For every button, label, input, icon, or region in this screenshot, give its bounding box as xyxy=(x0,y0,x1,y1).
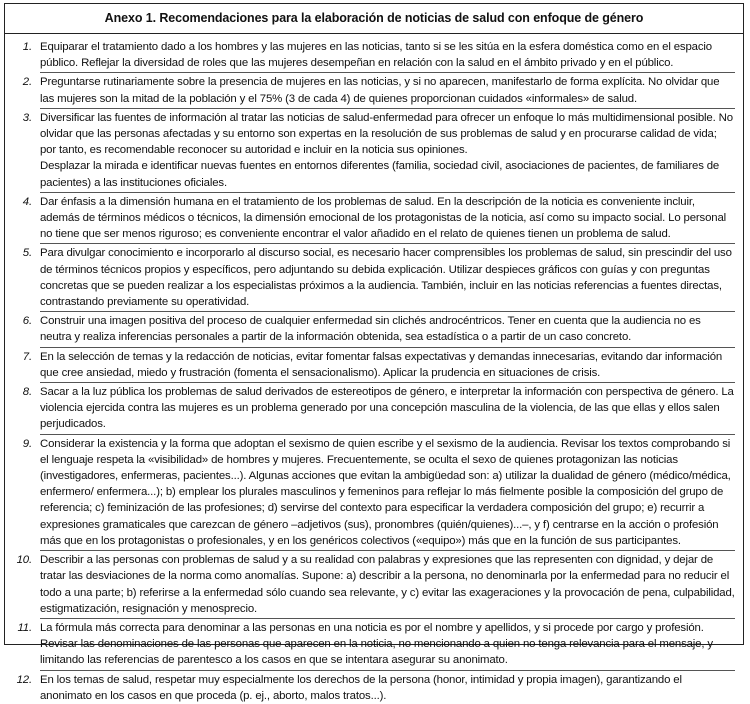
item-text: Para divulgar conocimiento e incorporarlo al discurso social, es necesario hacer comprensibles los problemas de salud, sin prescindir del uso de términos técnicos propios y específicos, pero adjuntando su debida explicación. Utilizar despieces gráficos con guías y con preguntas concretas que se pueden realizar a los especialistas próximos a la audiencia. También, incluir en las noticias referencias a fuentes directas, contrastando previamente su operatividad. xyxy=(40,247,732,309)
list-item xyxy=(13,313,735,345)
divider xyxy=(40,108,735,109)
list-item xyxy=(13,620,735,669)
divider xyxy=(40,550,735,551)
item-number: 5. xyxy=(22,247,32,260)
item-number: 3. xyxy=(22,111,32,124)
divider xyxy=(40,618,735,619)
divider xyxy=(40,311,735,312)
item-number: 4. xyxy=(22,195,32,208)
recommendation-list xyxy=(5,34,743,704)
divider xyxy=(40,192,735,193)
list-item xyxy=(13,349,735,381)
item-text: Diversificar las fuentes de información al tratar las noticias de salud-enfermedad para ofrecer un enfoque lo más multidimensional posible. No olvidar que las personas afectadas y su entorno son expertas en la resolución de sus problemas de salud y en procurarse calidad de vida; por tanto, es recomendable reconocer su autoridad e incluir en la noticia sus opiniones. xyxy=(40,111,733,157)
item-text: La fórmula más correcta para denominar a las personas en una noticia es por el nombre y apellidos, y si procede por cargo y profesión. Revisar las denominaciones de las personas que aparecen en la noticia, no mencionando a quien no tenga relevancia para el mensaje, y limitando las referencias de parentesco a los casos en que se intentara asegurar su anonimato. xyxy=(40,621,713,667)
list-item xyxy=(13,194,735,243)
item-text: Dar énfasis a la dimensión humana en el tratamiento de los problemas de salud. En la descripción de la noticia es conveniente incluir, además de términos médicos o técnicos, la dimensión emocional de los protagonistas de la noticia, así como su impacto social. Lo personal no tiene que ser menos riguroso; es conveniente encontrar el valor añadido en el relato de quienes tienen un problema de salud. xyxy=(40,195,727,241)
list-item xyxy=(13,436,735,549)
list-item xyxy=(13,39,735,71)
item-text-extra: Desplazar la mirada e identificar nuevas fuentes en entornos diferentes (familia, sociedad civil, asociaciones de pacientes, de familiares de pacientes) a las instituciones oficiales. xyxy=(40,160,720,189)
item-number: 12. xyxy=(16,673,32,686)
list-item xyxy=(13,74,735,106)
list-item xyxy=(13,384,735,433)
divider xyxy=(40,382,735,383)
divider xyxy=(40,670,735,671)
item-number: 9. xyxy=(22,437,32,450)
item-number: 1. xyxy=(22,41,32,53)
annex-table xyxy=(4,3,744,702)
divider xyxy=(40,72,735,73)
item-text: Describir a las personas con problemas de salud y a su realidad con palabras y expresiones que las representen con dignidad, y dejar de tratar las desviaciones de la norma como anomalías. Supone: a) describir a la persona, no denominarla por la enfermedad para no reducir el todo a una parte; b) referirse a la enfermedad sólo cuando sea relevante, y c) evitar las exageraciones y la provocación de pena, culpabilidad, estigmatización, resignación y menosprecio. xyxy=(40,554,735,615)
item-text: En la selección de temas y la redacción de noticias, evitar fomentar falsas expectativas y demandas innecesarias, evitando dar información que cree ansiedad, miedo y frustración (fomenta el sensacionalismo). Aplicar la prudencia en situaciones de crisis. xyxy=(40,350,723,379)
table-title: Anexo 1. Recomendaciones para la elaboración de noticias de salud con enfoque de género xyxy=(5,4,743,34)
item-number: 7. xyxy=(22,350,32,363)
list-item xyxy=(13,552,735,617)
item-text: En los temas de salud, respetar muy especialmente los derechos de la persona (honor, intimidad y propia imagen), garantizando el anonimato en los casos en que proceda (p. ej., aborto, malos tratos...). xyxy=(40,673,682,702)
item-text: Equiparar el tratamiento dado a los hombres y las mujeres en las noticias, tanto si se les sitúa en la esfera doméstica como en el espacio público. Reflejar la diversidad de roles que las mujeres desempeñan en relación con la salud en el ámbito privado y en el público. xyxy=(40,41,712,70)
item-number: 6. xyxy=(22,315,32,328)
item-number: 11. xyxy=(17,621,32,634)
item-text: Preguntarse rutinariamente sobre la presencia de mujeres en las noticias, y si no aparecen, manifestarlo de forma explícita. No olvidar que las mujeres son la mitad de la población y el 75% (3 de cada 4) de quienes proporcionan cuidados «informales» de salud. xyxy=(40,76,720,105)
list-item xyxy=(13,110,735,191)
item-number: 10. xyxy=(16,554,32,567)
item-number: 2. xyxy=(22,76,32,89)
divider xyxy=(40,243,735,244)
divider xyxy=(40,347,735,348)
divider xyxy=(40,434,735,435)
list-item xyxy=(13,672,735,704)
item-text: Sacar a la luz pública los problemas de salud derivados de estereotipos de género, e interpretar la información con perspectiva de género. La violencia ejercida contra las mujeres es un problema generado por una concepción masculina de la violencia, de las que ellas y ellos salen perjudicados. xyxy=(40,386,734,431)
item-text: Construir una imagen positiva del proceso de cualquier enfermedad sin clichés androcéntricos. Tener en cuenta que la audiencia no es neutra y realiza inferencias personales a partir de la información obtenida, sea estadística o a partir de un caso concreto. xyxy=(40,315,701,344)
item-number: 8. xyxy=(22,386,32,399)
list-item xyxy=(13,245,735,310)
item-text: Considerar la existencia y la forma que adoptan el sexismo de quien escribe y el sexismo de la audiencia. Revisar los textos comprobando si el lenguaje respeta la «visibilidad» de hombres y mujeres. Frecuentemente, se oculta el sexo de quienes protagonizan las noticias (investigadores, enfermeras, pacientes...). Algunas acciones que evitan la ambigüedad son: a) utilizar la dualidad de género (médico/médica, enfermero/ enfermera...); b) emplear los plurales masculinos y femeninos para reflejar lo más fielmente posible la composición del grupo de referencia; c) feminización de las profesiones; d) servirse del contexto para especificar la verdadera composición del grupo; e) recurrir a expresiones gramaticales que carezcan de género –adjetivos (sus), pronombres (quién/quienes)...–, y f) centrarse en la acción o profesión más que en los protagonistas o profesionales, y en los genéricos colectivos («equipo») más que en la función de sus participantes. xyxy=(40,437,731,547)
